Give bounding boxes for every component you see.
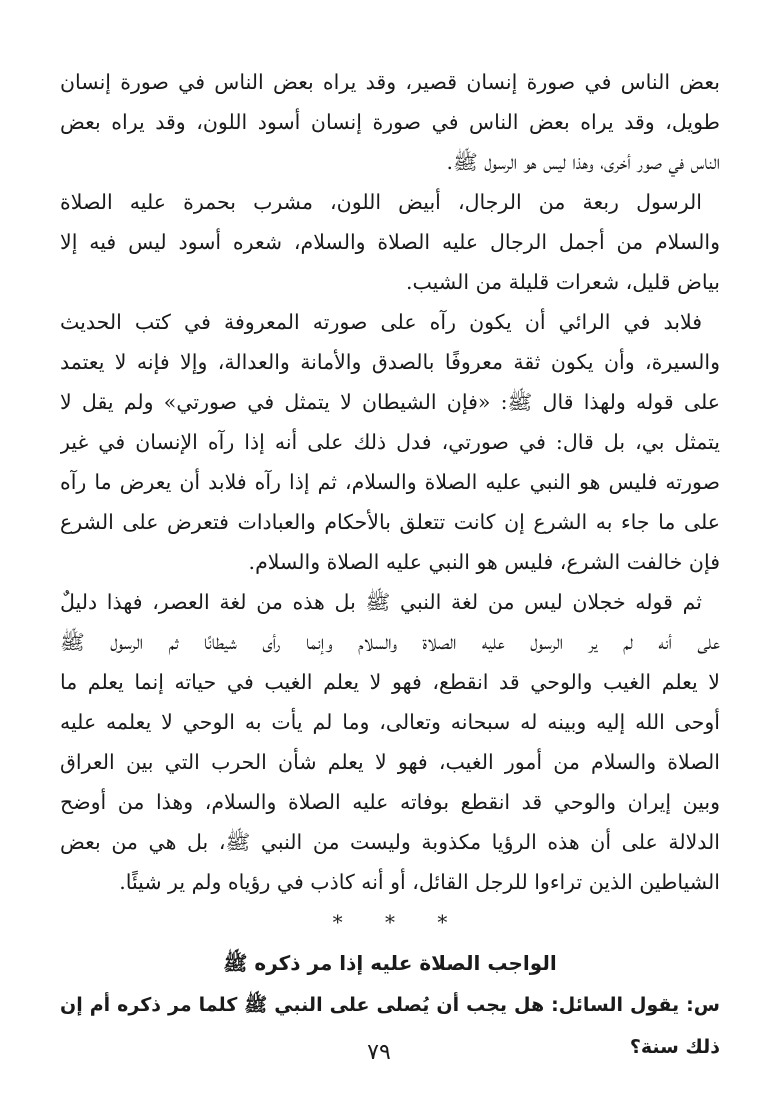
question-line: ذلك سنة؟ [629, 1036, 720, 1058]
body-line: صورته فليس هو النبي عليه الصلاة والسلام، ثم إذا رآه فلابد أن يعرض ما رآه [60, 470, 720, 494]
question-line: س: يقول السائل: هل يجب أن يُصلى على النبي ﷺ كلما مر ذكره أم إن [60, 994, 720, 1016]
body-line: والسيرة، وأن يكون ثقة معروفًا بالصدق والأمانة والعدالة، وإلا فإنه لا يعتمد [60, 350, 720, 374]
body-line: فلابد في الرائي أن يكون رآه على صورته المعروفة في كتب الحديث [60, 310, 702, 334]
section-heading: الواجب الصلاة عليه إذا مر ذكره ﷺ [223, 951, 557, 975]
body-line: فإن خالفت الشرع، فليس هو النبي عليه الصلاة والسلام. [248, 550, 720, 574]
body-line: بياض قليل، شعرات قليلة من الشيب. [406, 270, 720, 294]
body-line: وبين إيران والوحي قد انقطع بوفاته عليه الصلاة والسلام، وهذا من أوضح [60, 790, 720, 814]
body-line: على قوله ولهذا قال ﷺ: «فإن الشيطان لا يتمثل في صورتي» ولم يقل لا [60, 390, 720, 414]
body-line: الصلاة والسلام من أمور الغيب، فهو لا يعلم شأن الحرب التي بين العراق [60, 750, 720, 774]
body-line: الرسول ربعة من الرجال، أبيض اللون، مشرب بحمرة عليه الصلاة [60, 190, 702, 214]
body-line: بعض الناس في صورة إنسان قصير، وقد يراه بعض الناس في صورة إنسان [60, 70, 720, 94]
body-line: لا يعلم الغيب والوحي قد انقطع، فهو لا يعلم الغيب في حياته إنما يعلم ما [60, 670, 720, 694]
body-line: أوحى الله إليه وبينه له سبحانه وتعالى، وما لم يأت به الوحي لا يعلمه عليه [60, 710, 720, 734]
body-line: طويل، وقد يراه بعض الناس في صورة إنسان أسود اللون، وقد يراه بعض [60, 110, 720, 134]
body-line: على أنه لم ير الرسول عليه الصلاة والسلام وإنما رأى شيطانًا ثم الرسول ﷺ [60, 630, 720, 654]
section-separator: * * * [332, 910, 448, 934]
body-line: الناس في صور أخرى، وهذا ليس هو الرسول ﷺ. [446, 150, 720, 174]
body-line: ثم قوله خجلان ليس من لغة النبي ﷺ بل هذه من لغة العصر، فهذا دليلٌ [60, 590, 702, 614]
body-line: يتمثل بي، بل قال: في صورتي، فدل ذلك على أنه إذا رآه الإنسان في غير [60, 430, 720, 454]
body-line: والسلام من أجمل الرجال عليه الصلاة والسلام، شعره أسود ليس فيه إلا [60, 230, 720, 254]
body-line: على ما جاء به الشرع إن كانت تتعلق بالأحكام والعبادات فتعرض على الشرع [60, 510, 720, 534]
text-column [60, 62, 720, 1068]
body-line: الشياطين الذين تراءوا للرجل القائل، أو أنه كاذب في رؤياه ولم ير شيئًا. [119, 870, 720, 894]
page-number: ٧٩ [367, 1040, 391, 1065]
body-line: الدلالة على أن هذه الرؤيا مكذوبة وليست من النبي ﷺ، بل هي من بعض [60, 830, 720, 854]
